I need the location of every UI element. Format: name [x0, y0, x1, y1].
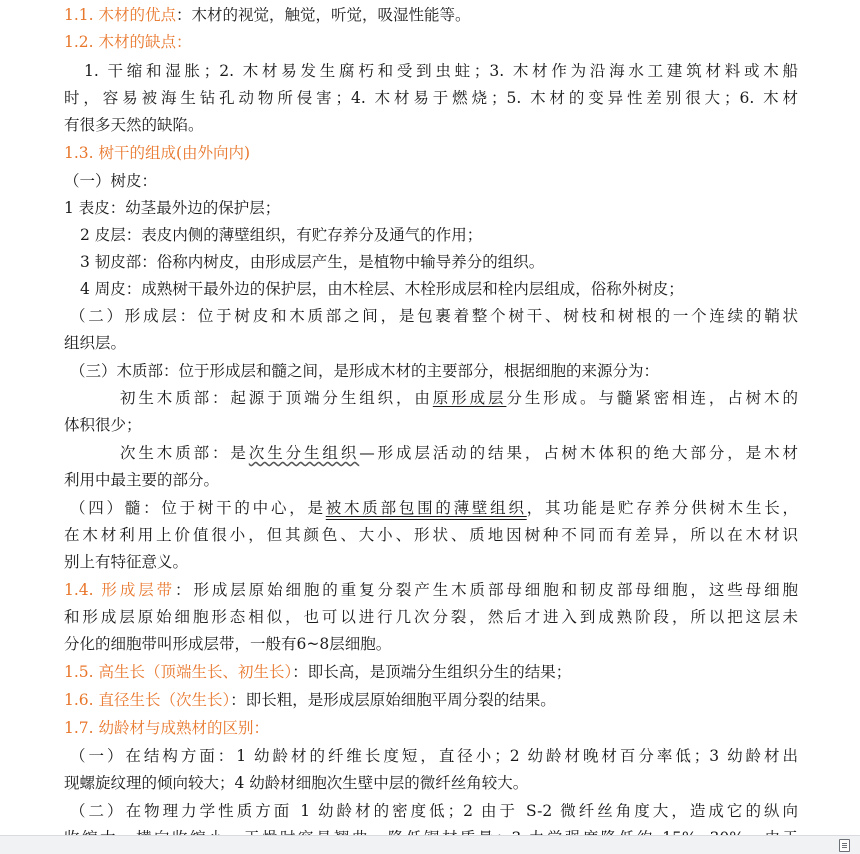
pith-text-a: （四）髓：位于树干的中心，是 [70, 499, 326, 517]
pith-text-b: ，其功能是贮存养分供树木生长， [526, 499, 798, 517]
cambium-line-1: （二）形成层：位于树皮和木质部之间，是包裹着整个树干、树枝和树根的一个连续的鞘状 [70, 307, 798, 325]
secondary-xylem-text-a: 次生木质部：是 [120, 444, 249, 462]
cambium-line-2: 组织层。 [64, 334, 127, 352]
section-1-5 [64, 659, 798, 685]
primary-xylem-underlined: 原形成层 [432, 389, 507, 407]
text-1-4: ：形成层原始细胞的重复分裂产生木质部母细胞和韧皮部母细胞，这些母细胞 [175, 581, 798, 599]
heading-1-7: 1.7. 幼龄材与成熟材的区别： [64, 719, 270, 737]
bark-item-4: 4 周皮：成熟树干最外边的保护层，由木栓层、木栓形成层和栓内层组成，俗称外树皮； [80, 280, 684, 298]
text-1-6: ：即长粗，是形成层原始细胞平周分裂的结果。 [230, 691, 556, 709]
text-1-2-line-2: 时，容易被海生钻孔动物所侵害；4. 木材易于燃烧；5. 木材的变异性差别很大；6. 木材 [64, 89, 798, 107]
xylem-line-1: （三）木质部：位于形成层和髓之间，是形成木材的主要部分，根据细胞的来源分为： [70, 362, 660, 380]
page-icon[interactable] [839, 839, 850, 852]
secondary-xylem-text-b: —形成层活动的结果，占树木体积的绝大部分，是木材 [359, 444, 798, 462]
pith-line-3: 别上有特征意义。 [64, 553, 189, 571]
bark-item-3: 3 韧皮部：俗称内树皮，由形成层产生，是植物中输导养分的组织。 [80, 253, 545, 271]
pith-line-1 [70, 495, 798, 521]
structure-line-2: 现螺旋纹理的倾向较大；4 幼龄材细胞次生壁中层的微纤丝角较大。 [64, 774, 529, 792]
section-1-4-line-2: 和形成层原始细胞形态相似，也可以进行几次分裂，然后才进入到成熟阶段，所以把这层未 [64, 608, 798, 626]
heading-1-1: 1.1. 木材的优点 [64, 6, 177, 24]
bark-item-1: 1 表皮：幼茎最外边的保护层； [64, 199, 281, 217]
text-1-5: ：即长高，是顶端分生组织分生的结果； [292, 663, 572, 681]
primary-xylem-text-a: 初生木质部：起源于顶端分生组织，由 [120, 389, 433, 407]
pith-underlined: 被木质部包围的薄壁组织 [325, 499, 527, 517]
bark-item-2: 2 皮层：表皮内侧的薄壁组织，有贮存养分及通气的作用； [80, 226, 483, 244]
structure-line-1: （一）在结构方面：1 幼龄材的纤维长度短，直径小；2 幼龄材晚材百分率低；3 幼龄材出 [70, 747, 798, 765]
heading-1-3: 1.3. 树干的组成(由外向内) [64, 144, 251, 162]
pith-line-2: 在木材利用上价值很小，但其颜色、大小、形状、质地因树种不同而有差异，所以在木材识 [64, 526, 798, 544]
primary-xylem-text-b: 分生形成。与髓紧密相连，占树木的 [506, 389, 798, 407]
heading-1-6: 1.6. 直径生长（次生长） [64, 691, 231, 709]
secondary-xylem-line-1 [120, 440, 798, 466]
section-1-6 [64, 687, 798, 713]
section-1-4-line-1 [64, 577, 798, 603]
section-1-4-line-3: 分化的细胞带叫形成层带，一般有6~8层细胞。 [64, 635, 392, 653]
bark-title: （一）树皮： [64, 172, 158, 190]
text-1-2-line-3: 有很多天然的缺陷。 [64, 116, 204, 134]
text-1-1: ：木材的视觉，触觉，听觉，吸湿性能等。 [176, 6, 471, 24]
secondary-xylem-underlined: 次生分生组织 [248, 444, 360, 462]
heading-1-4: 1.4. 形成层带 [64, 581, 176, 599]
mechanics-line-1: （二）在物理力学性质方面 1 幼龄材的密度低；2 由于 S-2 微纤丝角度大，造成它的纵向 [70, 802, 798, 820]
text-1-2-line-1: 1. 干缩和湿胀；2. 木材易发生腐朽和受到虫蛀；3. 木材作为沿海水工建筑材料或木船 [84, 62, 798, 80]
secondary-xylem-line-2: 利用中最主要的部分。 [64, 471, 220, 489]
heading-1-2: 1.2. 木材的缺点： [64, 33, 192, 51]
primary-xylem-line-1 [120, 385, 798, 411]
primary-xylem-line-2: 体积很少； [64, 416, 142, 434]
heading-1-5: 1.5. 高生长（顶端生长、初生长） [64, 663, 293, 681]
section-1-1 [64, 2, 798, 28]
status-bar [0, 835, 860, 854]
